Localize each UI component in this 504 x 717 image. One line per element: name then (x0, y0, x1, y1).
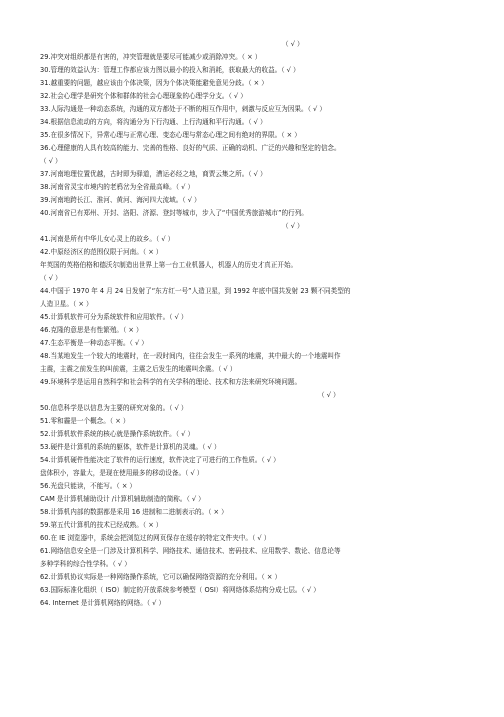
question-line: 32.社会心理学是研究个体和群体的社会心理现象的心理学分支。（ √ ） (40, 92, 247, 100)
answer-line: （ √ ） (40, 157, 62, 165)
question-line: 37.河南地理位置优越，古时即为驿道，漕运必经之地，商贾云集之所。（ √ ） (40, 170, 267, 178)
question-line: 51.零和霾是一个概念。（ × ） (40, 417, 130, 425)
question-line: 39.河南地跨长江、淮河、黄河、海河四大流域。（ √ ） (40, 196, 201, 204)
question-line: 48.当某地发生一个较大的地震时，在一段时间内，往往会发生一系列的地震，其中最大的一个地震叫作 (40, 352, 341, 360)
question-line: 29.冲突对组织都是有害的，冲突管理就是要尽可能减少或消除冲突。（ × ） (40, 53, 262, 61)
question-line: 多种学科的综合性学科。（ √ ） (40, 560, 131, 568)
question-line: 47.生态平衡是一种动态平衡。（ √ ） (40, 339, 148, 347)
question-line: 主震，主震之前发生的叫前震，主震之后发生的地震叫余震。（ √ ） (40, 365, 237, 373)
question-line: 42.中原经济区的范围仅限于河南。（ × ） (40, 248, 163, 256)
answer-line: （ √ ） (282, 40, 304, 48)
question-line: 36.心理健康的人具有较高的能力、完善的性格、良好的气质、正确的动机、广泛的兴趣和坚定的信念。 (40, 144, 341, 152)
question-line: 56.光盘只能读，不能写。（ × ） (40, 482, 137, 490)
question-line: 52.计算机软件系统的核心就是操作系统软件。（ √ ） (40, 430, 195, 438)
question-line: 38.河南省灵宝市境内的老鸦岔为全省最高峰。（ √ ） (40, 183, 195, 191)
question-line: 33.人际沟通是一种动态系统，沟通的双方都处于不断的相互作用中，刺激与反应互为因果。（ √ ） (40, 105, 326, 113)
question-line: 40.河南省已有郑州、开封、洛阳、济源、登封等城市，步入了“中国优秀旅游城市”的行列。 (40, 209, 308, 217)
question-line: 64. Internet 是计算机网络的网络。（ √ ） (40, 599, 166, 607)
question-line: CAM 是计算机辅助设计 /计算机辅助制造的简称。（ √ ） (40, 495, 205, 503)
question-line: 44.中国于 1970 年 4 月 24 日发射了“东方红一号”人造卫星，到 1992 年底中国共发射 23 颗不同类型的 (40, 287, 351, 295)
question-line: 49.环境科学是运用自然科学和社会科学的有关学科的理论、技术和方法来研究环境问题。 (40, 378, 302, 386)
question-line: 年英国的英格伯格和德沃尔制造出世界上第一台工业机器人，机器人的历史才真正开始。 (40, 261, 298, 269)
answer-line: （ √ ） (282, 222, 304, 230)
question-line: 30.管理的效益认为：管理工作都应该力图以最小的投入和消耗，获取最大的收益。（ √ ） (40, 66, 300, 74)
question-line: 54.计算机硬件性能决定了软件的运行速度，软件决定了可进行的工作性质。（ √ ） (40, 456, 280, 464)
question-line: 盘体积小，容量大，是现在使用最多的移动设备。（ √ ） (40, 469, 204, 477)
question-line: 人造卫星。（ × ） (40, 300, 93, 308)
question-line: 61.网络信息安全是一门涉及计算机科学、网络技术、通信技术、密码技术、应用数学、数论、信息论等 (40, 547, 341, 555)
question-line: 46.克隆的意思是有性繁殖。（ × ） (40, 326, 143, 334)
question-line: 34.根据信息流动的方向，将沟通分为下行沟通、上行沟通和平行沟通。（ √ ） (40, 118, 267, 126)
question-line: 59.第五代计算机的技术已经成熟。（ × ） (40, 521, 163, 529)
question-line: 41.河南是所有中华儿女心灵上的故乡。（ √ ） (40, 235, 175, 243)
question-line: 31.越重要的问题，越应该由个体决策，因为个体决策能避免意见分歧。（ × ） (40, 79, 268, 87)
question-line: 45.计算机软件可分为系统软件和应用软件。（ √ ） (40, 313, 188, 321)
question-line: 50.信息科学是以信息为主要的研究对象的。（ √ ） (40, 404, 188, 412)
question-line: 63.国际标准化组织（ ISO）制定的开放系统参考模型（ OSI）将网络体系结构分成七层。（ √ ） (40, 586, 320, 594)
answer-line: （ √ ） (40, 274, 62, 282)
question-line: 53.硬件是计算机的系统的躯体，软件是计算机的灵魂。（ √ ） (40, 443, 221, 451)
question-line: 62.计算机协议实际是一种网络操作系统，它可以确保网络资源的充分利用。（ × ） (40, 573, 282, 581)
question-line: 60.在 IE 浏览器中，系统会把浏览过的网页保存在缓存的特定文件夹中。（ √ ） (40, 534, 271, 542)
answer-line: （ √ ） (318, 391, 340, 399)
question-line: 35.在很多情况下，异常心理与正常心理、变态心理与常态心理之间有绝对的界限。（ × ） (40, 131, 301, 139)
question-line: 58.计算机内部的数据都是采用 16 进制和二进制表示的。（ × ） (40, 508, 228, 516)
